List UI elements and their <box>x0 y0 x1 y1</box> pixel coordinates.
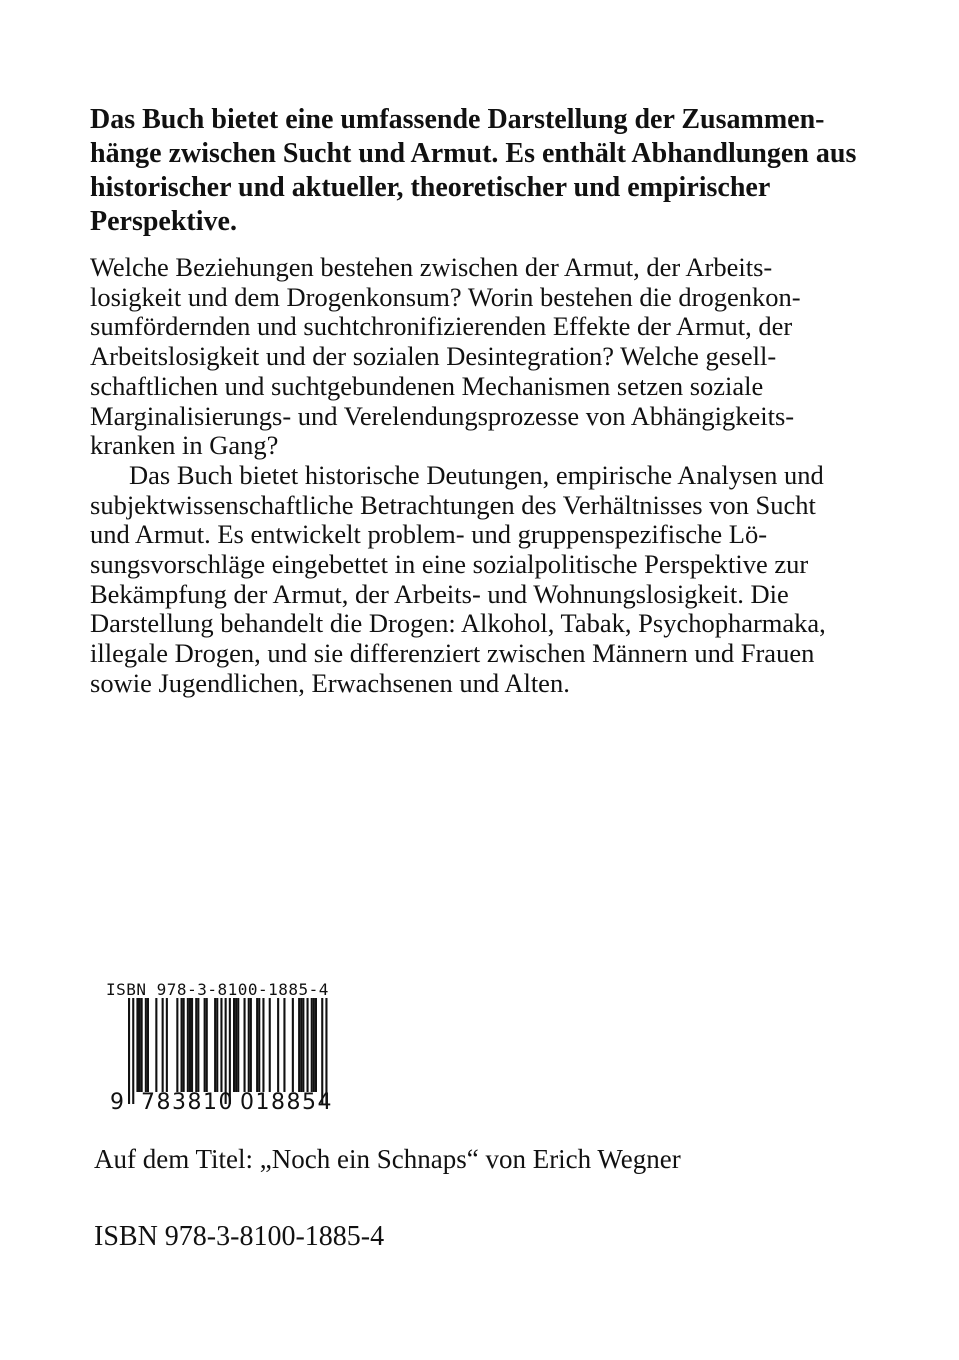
barcode-bar <box>250 998 252 1092</box>
barcode-bar <box>262 998 264 1092</box>
barcode-bar <box>313 998 315 1092</box>
barcode-bar <box>244 998 246 1092</box>
isbn-barcode <box>100 978 360 1128</box>
barcode-bar <box>181 998 183 1092</box>
barcode-left-digits: 783810 <box>141 1090 234 1115</box>
barcode-bar <box>162 998 164 1092</box>
barcode-bar <box>183 998 185 1092</box>
barcode-bar <box>248 998 250 1092</box>
barcode-bar <box>206 998 208 1092</box>
description-text <box>90 253 880 699</box>
paragraph-2-line: Darstellung behandelt die Drogen: Alkohol, Tabak, Psychopharmaka, <box>90 608 826 639</box>
barcode-bar <box>166 998 168 1092</box>
paragraph-1-line: losigkeit und dem Drogenkonsum? Worin bestehen die drogenkon- <box>90 281 801 312</box>
barcode-bar <box>300 998 302 1092</box>
intro-bold-paragraph <box>90 103 880 239</box>
barcode-bar <box>307 998 309 1092</box>
barcode-bar <box>302 998 304 1092</box>
barcode-bar <box>256 998 258 1092</box>
paragraph-2-line: Bekämpfung der Armut, der Arbeits- und Wohnungslosigkeit. Die <box>90 578 789 609</box>
barcode-isbn-text: ISBN 978-3-8100-1885-4 <box>106 980 329 999</box>
barcode-bar <box>139 998 141 1092</box>
barcode-bar <box>237 998 239 1092</box>
barcode-bar <box>145 998 147 1092</box>
barcode-guard-bar <box>225 998 227 1104</box>
paragraph-1-line: Marginalisierungs- und Verelendungsprozesse von Abhängigkeits- <box>90 400 795 431</box>
barcode-bar <box>277 998 279 1092</box>
barcode-bar <box>141 998 143 1092</box>
barcode-bar <box>195 998 197 1092</box>
barcode-bar <box>311 998 313 1092</box>
paragraph-2-line: und Armut. Es entwickelt problem- und gruppenspezifische Lö- <box>90 519 768 550</box>
barcode-bar <box>298 998 300 1092</box>
paragraph-1-line: Arbeitslosigkeit und der sozialen Desintegration? Welche gesell- <box>90 341 777 372</box>
barcode-bar <box>155 998 157 1092</box>
paragraph-2-line: sungsvorschläge eingebettet in eine sozialpolitische Perspektive zur <box>90 549 809 580</box>
barcode-bar <box>315 998 317 1092</box>
barcode-bar <box>216 998 218 1092</box>
barcode-bar <box>191 998 193 1092</box>
barcode-bar <box>147 998 149 1092</box>
barcode-right-digits: 018854 <box>240 1090 333 1115</box>
intro-line: historischer und aktueller, theoretischer und empirischer <box>90 172 771 203</box>
paragraph-2-line: illegale Drogen, und sie differenziert zwischen Männern und Frauen <box>90 638 815 669</box>
barcode-bar <box>136 998 138 1092</box>
barcode-guard-bar <box>132 998 134 1104</box>
barcode-bar <box>204 998 206 1092</box>
paragraph-2-line: subjektwissenschaftliche Betrachtungen des Verhältnisses von Sucht <box>90 489 816 520</box>
paragraph-1-line: sumfördernden und suchtchronifizierenden Effekte der Armut, der <box>90 311 793 342</box>
paragraph-1-line: kranken in Gang? <box>90 430 279 461</box>
paragraph-1-line: schaftlichen und suchtgebundenen Mechanismen setzen soziale <box>90 370 764 401</box>
barcode-bar <box>235 998 237 1092</box>
barcode-bar <box>214 998 216 1092</box>
barcode-bar <box>197 998 199 1092</box>
barcode-bar <box>258 998 260 1092</box>
intro-line: Das Buch bietet eine umfassende Darstellung der Zusammen- <box>90 104 825 135</box>
isbn-footer: ISBN 978-3-8100-1885-4 <box>94 1221 385 1252</box>
barcode-bar <box>176 998 178 1092</box>
barcode-bar <box>269 998 271 1092</box>
barcode-bar <box>233 998 235 1092</box>
paragraph-1-line: Welche Beziehungen bestehen zwischen der Armut, der Arbeits- <box>90 252 773 282</box>
barcode-bar <box>283 998 285 1092</box>
paragraph-2-line: sowie Jugendlichen, Erwachsenen und Alten. <box>90 667 570 698</box>
barcode-guard-bar <box>325 998 327 1104</box>
intro-line: hänge zwischen Sucht und Armut. Es enthält Abhandlungen aus <box>90 138 857 169</box>
barcode-guard-bar <box>321 998 323 1104</box>
barcode-bar <box>189 998 191 1092</box>
barcode-guard-bar <box>229 998 231 1104</box>
paragraph-2-line: Das Buch bietet historische Deutungen, empirische Analysen und <box>129 459 824 490</box>
cover-credit: Auf dem Titel: „Noch ein Schnaps“ von Erich Wegner <box>94 1144 681 1174</box>
intro-line: Perspektive. <box>90 206 237 237</box>
barcode-bar <box>187 998 189 1092</box>
barcode-guard-bar <box>128 998 130 1104</box>
barcode-bar <box>292 998 294 1092</box>
barcode-first-digit: 9 <box>110 1090 124 1115</box>
barcode-bar <box>220 998 222 1092</box>
